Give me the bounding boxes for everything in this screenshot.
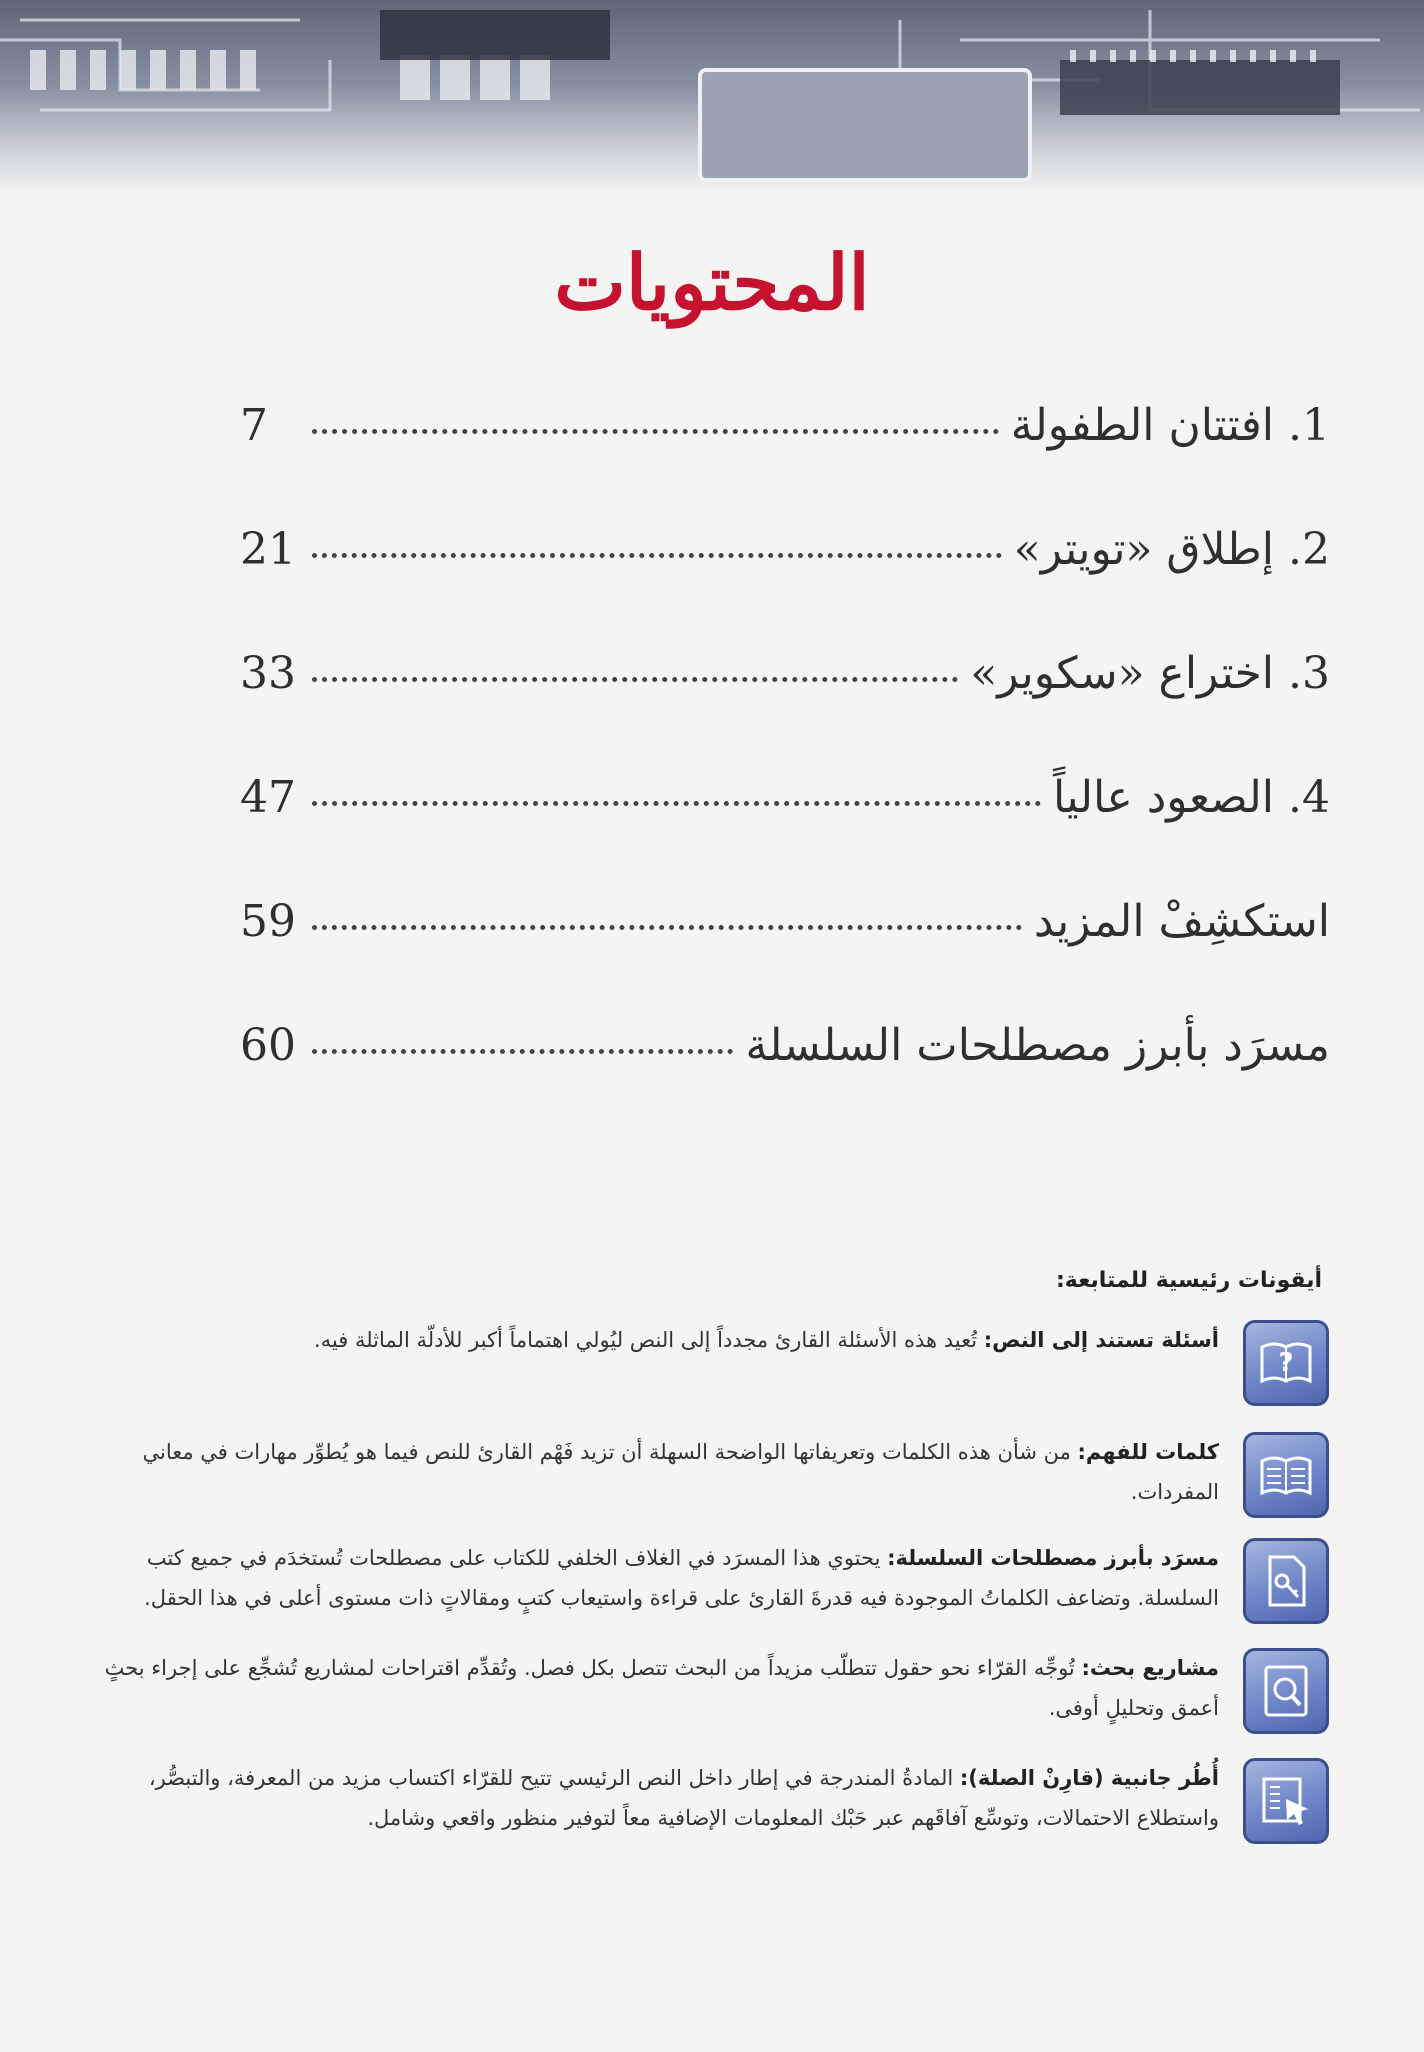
page-title: المحتويات <box>554 238 870 327</box>
toc-entry-title: 1. افتتان الطفولة <box>1010 400 1330 451</box>
toc-leader-dots <box>312 1049 733 1054</box>
toc-entry-title: مسرَد بأبرز مصطلحات السلسلة <box>745 1020 1330 1071</box>
legend-definition: يحتوي هذا المسرَد في الغلاف الخلفي للكتاب على مصطلحات تُستخدَم في جميع كتب السلسلة. وتضاعف الكلماتُ الموجودة فيه قدرةَ القارئ على قراءة واستيعاب كتبٍ ومقالاتٍ ذات مستوى أعلى في هذا الحقل. <box>144 1546 1219 1610</box>
toc-entry-title: 2. إطلاق «تويتر» <box>1013 524 1330 575</box>
toc-leader-dots <box>312 801 1041 806</box>
legend-definition: تُعيد هذه الأسئلة القارئ مجدداً إلى النص ليُولي اهتماماً أكبر للأدلّة الماثلة فيه. <box>313 1328 984 1352</box>
toc-leader-dots <box>312 553 1002 558</box>
legend-description <box>99 1538 1219 1618</box>
legend-item <box>89 1538 1329 1638</box>
legend-term: أُطُر جانبية (قارِنْ الصلة): <box>959 1766 1219 1790</box>
legend-definition: تُوجِّه القرّاء نحو حقول تتطلّب مزيداً من البحث تتصل بكل فصل. وتُقدِّم اقتراحات لمشاريع تُشجِّع على إجراء بحثٍ أعمق وتحليلٍ أوفى. <box>104 1656 1219 1720</box>
toc-entry[interactable] <box>240 648 1330 728</box>
legend-item <box>89 1432 1329 1532</box>
toc-leader-dots <box>312 925 1022 930</box>
toc-entry-page: 33 <box>240 648 296 699</box>
toc-entry[interactable] <box>240 772 1330 852</box>
legend-description <box>99 1320 1219 1360</box>
circuit-board-image <box>0 0 1424 195</box>
open-book-icon <box>1243 1432 1329 1518</box>
toc-entry-page: 21 <box>240 524 296 575</box>
toc-entry[interactable] <box>240 896 1330 976</box>
legend-definition: المادةُ المندرجة في إطار داخل النص الرئيسي تتيح للقرّاء اكتساب مزيد من المعرفة، والتبصُّر، واستطلاع الاحتمالات، وتوسِّع آفاقَهم عبر حَبْك المعلومات الإضافية معاً لتوفير منظور واقعي وشامل. <box>148 1766 1219 1830</box>
legend-definition: من شأن هذه الكلمات وتعريفاتها الواضحة السهلة أن تزيد فَهْم القارئ للنص فيما هو يُطوِّر مهارات في معاني المفردات. <box>142 1440 1219 1504</box>
toc-entry-page: 47 <box>240 772 296 823</box>
toc-entry-page: 59 <box>240 896 296 947</box>
toc-entry-title: استكشِفْ المزيد <box>1033 896 1330 947</box>
svg-text:?: ? <box>1278 1348 1294 1378</box>
toc-entry-page: 60 <box>240 1020 296 1071</box>
legend-item <box>89 1320 1329 1420</box>
toc-entry[interactable] <box>240 1020 1330 1100</box>
legend-description <box>99 1648 1219 1728</box>
toc-leader-dots <box>312 429 999 434</box>
legend-term: أسئلة تستند إلى النص: <box>983 1328 1219 1352</box>
legend-term: مشاريع بحث: <box>1081 1656 1219 1680</box>
legend-description <box>99 1758 1219 1838</box>
legend-item <box>89 1648 1329 1748</box>
toc-leader-dots <box>312 677 958 682</box>
legend-term: مسرَد بأبرز مصطلحات السلسلة: <box>887 1546 1219 1570</box>
toc-entry-title: 3. اختراع «سكوير» <box>970 648 1330 699</box>
book-question-icon <box>1243 1320 1329 1406</box>
toc-entry[interactable] <box>240 400 1330 480</box>
legend-description <box>99 1432 1219 1512</box>
toc-entry[interactable] <box>240 524 1330 604</box>
toc-entry-title: 4. الصعود عالياً <box>1052 772 1330 823</box>
legend-item <box>89 1758 1329 1858</box>
sidebar-cursor-icon <box>1243 1758 1329 1844</box>
legend-heading: أيقونات رئيسية للمتابعة: <box>1055 1268 1322 1293</box>
legend-term: كلمات للفهم: <box>1077 1440 1219 1464</box>
research-magnifier-icon <box>1243 1648 1329 1734</box>
document-key-icon <box>1243 1538 1329 1624</box>
toc-entry-page: 7 <box>240 400 268 451</box>
circuit-board-banner <box>0 0 1424 195</box>
